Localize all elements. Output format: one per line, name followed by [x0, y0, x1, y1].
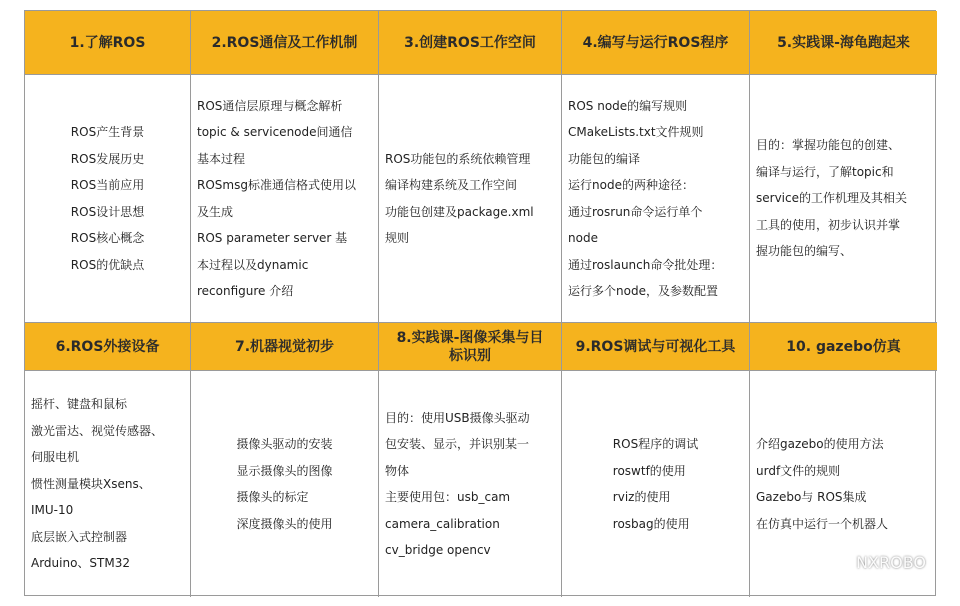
content-4: [562, 75, 750, 323]
content-line: service的工作机理及其相关: [756, 191, 907, 206]
content-line: 激光雷达、视觉传感器、: [31, 423, 164, 438]
content-line: 规则: [385, 231, 410, 245]
content-5: [750, 75, 937, 323]
content-line: CMakeLists.txt文件规则: [568, 125, 704, 139]
content-line: 编译与运行，了解topic和: [756, 164, 894, 179]
content-line: topic & servicenode间通信: [197, 125, 353, 139]
content-line: 底层嵌入式控制器: [31, 529, 128, 544]
header-4-text: 4.编写与运行ROS程序: [582, 34, 729, 51]
header-5: [750, 11, 937, 75]
header-9-text: 9.ROS调试与可视化工具: [575, 338, 736, 355]
content-line: cv_bridge opencv: [385, 543, 491, 557]
header-9: [562, 323, 750, 371]
content-line: ROS程序的调试: [612, 437, 699, 451]
content-line: ROS通信层原理与概念解析: [197, 98, 343, 113]
content-line: 摇杆、键盘和鼠标: [31, 397, 128, 412]
course-table: [24, 10, 936, 596]
content-line: 工具的使用，初步认识并掌: [756, 217, 901, 232]
content-line: 包安装、显示，并识别某一: [385, 437, 530, 451]
content-line: 伺服电机: [31, 450, 80, 465]
content-line: 惯性测量模块Xsens、: [31, 476, 151, 491]
content-7: [191, 371, 379, 597]
header-5-text: 5.实践课-海龟跑起来: [777, 34, 910, 51]
content-line: 摄像头的标定: [236, 490, 309, 504]
header-4: [562, 11, 750, 75]
content-line: rosbag的使用: [612, 516, 690, 531]
content-line: 编译构建系统及工作空间: [385, 178, 518, 192]
content-line: 通过rosrun命令运行单个: [568, 204, 703, 219]
content-line: ROS功能包的系统依赖管理: [385, 151, 531, 166]
content-line: ROS发展历史: [70, 151, 145, 166]
content-line: node: [568, 231, 598, 245]
header-2: [191, 11, 379, 75]
content-line: Gazebo与 ROS集成: [756, 490, 867, 504]
content-1: [25, 75, 191, 323]
content-line: rviz的使用: [612, 490, 671, 504]
content-line: ROS parameter server 基: [197, 231, 348, 245]
header-7-text: 7.机器视觉初步: [234, 338, 335, 355]
content-line: roswtf的使用: [612, 463, 686, 478]
content-line: ROS产生背景: [70, 125, 145, 139]
content-line: 目的：掌握功能包的创建、: [756, 138, 901, 153]
content-line: 握功能包的编写、: [756, 244, 853, 259]
header-2-text: 2.ROS通信及工作机制: [211, 34, 358, 51]
content-line: IMU-10: [31, 503, 74, 518]
content-line: 摄像头驱动的安装: [236, 437, 333, 451]
header-10: [750, 323, 937, 371]
content-line: 目的：使用USB摄像头驱动: [385, 410, 530, 425]
content-line: 及生成: [197, 204, 234, 219]
header-3: [379, 11, 562, 75]
content-2: [191, 75, 379, 323]
content-line: 在仿真中运行一个机器人: [756, 516, 889, 531]
header-3-text: 3.创建ROS工作空间: [404, 34, 536, 51]
content-line: ROS设计思想: [70, 204, 145, 219]
content-line: 运行node的两种途径：: [568, 178, 694, 192]
content-9: [562, 371, 750, 597]
header-7: [191, 323, 379, 371]
content-3: [379, 75, 562, 323]
content-line: 运行多个node，及参数配置: [568, 284, 718, 298]
content-line: ROS node的编写规则: [568, 98, 688, 113]
content-line: 深度摄像头的使用: [236, 516, 333, 531]
watermark: [826, 552, 926, 572]
content-line: 介绍gazebo的使用方法: [756, 437, 884, 451]
header-8: [379, 323, 562, 371]
header-1-text: 1.了解ROS: [69, 34, 146, 51]
content-line: 功能包的编译: [568, 151, 641, 166]
content-line: 物体: [385, 463, 410, 478]
content-8: [379, 371, 562, 597]
content-line: 通过roslaunch命令批处理：: [568, 257, 723, 272]
header-8-text: 8.实践课-图像采集与目标识别: [396, 329, 544, 364]
content-line: 显示摄像头的图像: [236, 463, 333, 478]
content-line: 主要使用包：usb_cam: [385, 490, 511, 504]
content-line: 功能包创建及package.xml: [385, 204, 534, 219]
header-1: [25, 11, 191, 75]
content-line: camera_calibration: [385, 516, 500, 531]
header-6: [25, 323, 191, 371]
content-6: [25, 371, 191, 597]
content-line: ROSmsg标准通信格式使用以: [197, 178, 356, 192]
watermark-text: NXROBO: [856, 552, 926, 572]
header-10-text: 10. gazebo仿真: [786, 338, 901, 355]
content-line: 本过程以及dynamic: [197, 257, 309, 272]
content-line: urdf文件的规则: [756, 463, 841, 478]
content-line: ROS当前应用: [70, 178, 145, 192]
content-line: 基本过程: [197, 151, 246, 166]
content-line: ROS的优缺点: [70, 257, 145, 272]
wechat-icon: [826, 552, 850, 572]
content-line: ROS核心概念: [70, 231, 145, 245]
header-6-text: 6.ROS外接设备: [55, 338, 160, 355]
content-line: Arduino、STM32: [31, 556, 131, 571]
content-line: reconfigure 介绍: [197, 284, 294, 298]
